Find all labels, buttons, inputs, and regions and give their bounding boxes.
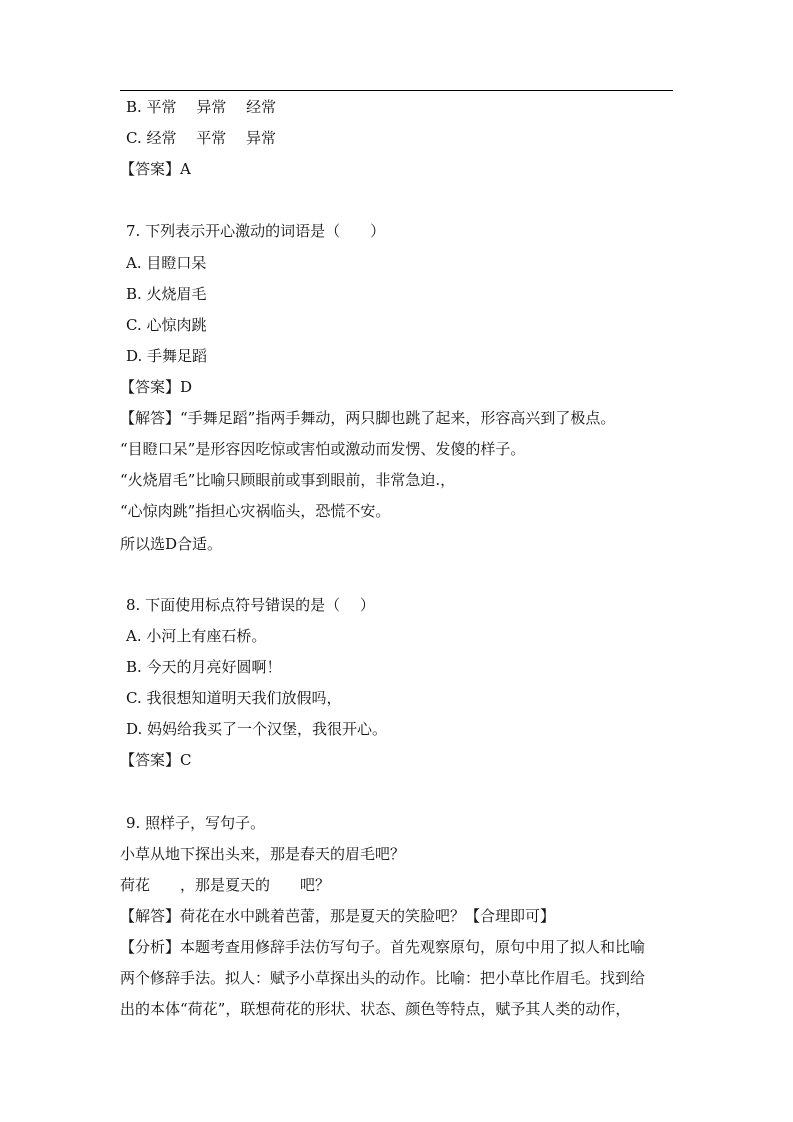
q7-option-d: D. 手舞足蹈 (126, 347, 208, 365)
q7-explanation-line: 【解答】“手舞足蹈”指两手舞动，两只脚也跳了起来，形容高兴到了极点。 (120, 409, 616, 427)
q9-stem: 9. 照样子，写句子。 (126, 814, 266, 832)
q7-answer: 【答案】D (120, 378, 193, 396)
q7-explanation-line: “目瞪口呆”是形容因吃惊或害怕或激动而发愣、发傻的样子。 (120, 440, 526, 458)
q9-example: 小草从地下探出头来，那是春天的眉毛吧？ (120, 845, 406, 863)
q7-option-b: B. 火烧眉毛 (126, 285, 207, 303)
q9-blank-line: 荷花 ，那是夏天的 吧？ (120, 876, 331, 894)
q9-analysis-line: 【分析】本题考查用修辞手法仿写句子。首先观察原句，原句中用了拟人和比喻 (120, 938, 646, 956)
q8-answer: 【答案】C (120, 751, 192, 769)
q7-explanation-line: “火烧眉毛”比喻只顾眼前或事到眼前，非常急迫.， (120, 471, 456, 489)
q6-answer: 【答案】A (120, 160, 191, 178)
q9-solution: 【解答】荷花在水中跳着芭蕾，那是夏天的笑脸吧？【合理即可】 (120, 907, 556, 925)
header-rule (120, 90, 673, 91)
q7-explanation-line: “心惊肉跳”指担心灾祸临头，恐慌不安。 (120, 502, 391, 520)
q6-option-b: B. 平常 异常 经常 (126, 98, 277, 116)
q6-option-c: C. 经常 平常 异常 (126, 129, 277, 147)
q8-option-a: A. 小河上有座石桥。 (126, 627, 267, 645)
q8-option-b: B. 今天的月亮好圆啊！ (126, 658, 282, 676)
q9-analysis-line: 两个修辞手法。拟人：赋予小草探出头的动作。比喻：把小草比作眉毛。找到给 (120, 969, 646, 987)
q7-explanation-line: 所以选D合适。 (120, 535, 223, 553)
q8-option-c: C. 我很想知道明天我们放假吗， (126, 689, 342, 707)
q7-stem: 7. 下列表示开心激动的词语是（ ） (126, 222, 386, 240)
q7-option-a: A. 目瞪口呆 (126, 254, 207, 272)
q8-stem: 8. 下面使用标点符号错误的是（ ） (126, 596, 375, 614)
q8-option-d: D. 妈妈给我买了一个汉堡，我很开心。 (126, 720, 388, 738)
q7-option-c: C. 心惊肉跳 (126, 316, 207, 334)
q9-analysis-line: 出的本体“荷花”，联想荷花的形状、状态、颜色等特点，赋予其人类的动作， (120, 1000, 631, 1018)
